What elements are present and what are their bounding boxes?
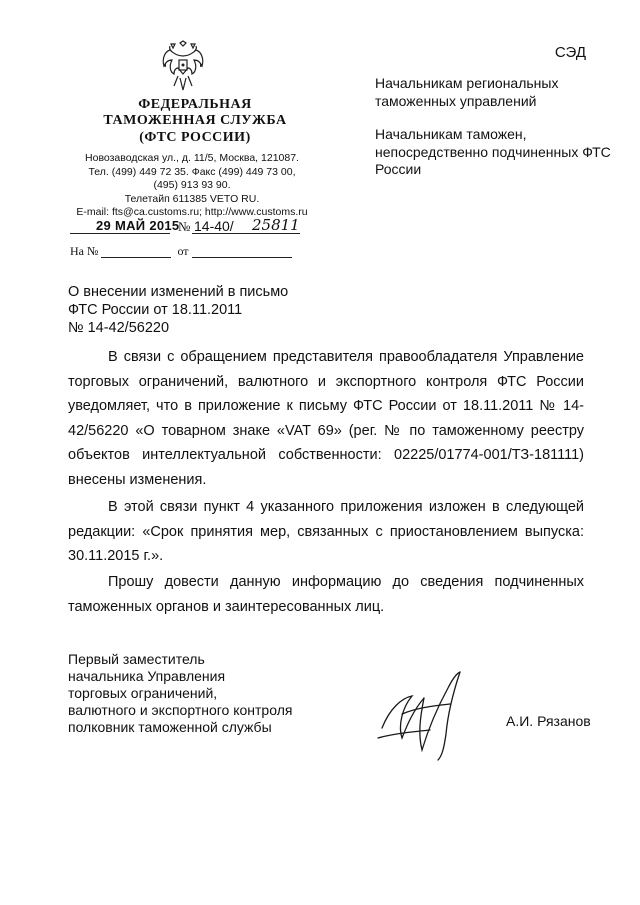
subject-line3: № 14-42/56220 xyxy=(68,320,170,336)
position-line: полковник таможенной службы xyxy=(68,719,272,735)
paragraph-text: Прошу довести данную информацию до сведения подчиненных таможенных органов и заинтересованных лиц. xyxy=(68,574,584,615)
position-line: начальника Управления xyxy=(68,668,226,684)
contact-teletype: Телетайп 611385 VETO RU. xyxy=(124,192,260,205)
org-name-line2: ТАМОЖЕННАЯ СЛУЖБА xyxy=(103,113,287,128)
org-name-line1: ФЕДЕРАЛЬНАЯ xyxy=(138,97,252,112)
addressee-customs: Начальникам таможен, непосредственно подчиненных ФТС России xyxy=(375,126,611,177)
subject-line1: О внесении изменений в письмо xyxy=(68,284,289,300)
subject-line2: ФТС России от 18.11.2011 xyxy=(68,302,243,318)
ref-ot-label: от xyxy=(177,244,189,258)
body-paragraph-2 xyxy=(68,495,584,569)
contact-phone: Тел. (499) 449 72 35. Факс (499) 449 73 00, xyxy=(88,165,296,178)
signer-name: А.И. Рязанов xyxy=(506,713,591,729)
contact-address: Новозаводская ул., д. 11/5, Москва, 121087. xyxy=(85,152,299,164)
date-underline xyxy=(70,233,170,234)
contact-email: E-mail: fts@ca.customs.ru; http://www.customs.ru xyxy=(76,206,308,218)
registration-number: 14-40/ xyxy=(194,218,234,234)
handwritten-signature xyxy=(372,668,482,763)
ref-na-label: На № xyxy=(70,244,99,258)
paragraph-text: В связи с обращением представителя правообладателя Управление торговых ограничений, валютного и экспортного контроля ФТС России уведомляет, что в приложение к письму ФТС России от 18.11.2011 № 14-42/56220 «О товарном знаке «VAT 69» (рег. № по таможенному реестру объектов интеллектуальной собственности: 02225/01774-001/ТЗ-181111) внесены изменения. xyxy=(68,349,584,488)
org-contacts xyxy=(62,152,322,220)
position-line: Первый заместитель xyxy=(68,651,205,667)
addressee-regional: Начальникам региональных таможенных управлений xyxy=(375,75,559,109)
body-paragraph-3 xyxy=(68,570,584,619)
body-paragraph-1 xyxy=(68,345,584,492)
number-label: № xyxy=(178,219,191,234)
registration-date: 29 МАЙ 2015 xyxy=(96,218,180,233)
signer-position xyxy=(68,651,328,736)
ref-date-blank xyxy=(192,247,292,258)
number-underline xyxy=(192,233,300,234)
letter-subject xyxy=(68,283,308,337)
position-line: валютного и экспортного контроля xyxy=(68,702,293,718)
handwritten-number: 25811 xyxy=(252,216,300,234)
registration-line xyxy=(70,218,300,236)
sed-mark: СЭД xyxy=(554,44,586,61)
double-headed-eagle-emblem-icon xyxy=(160,40,206,92)
reference-line xyxy=(70,244,300,259)
org-name-line3: (ФТС РОССИИ) xyxy=(139,130,251,145)
paragraph-text: В этой связи пункт 4 указанного приложения изложен в следующей редакции: «Срок принятия мер, связанных с приостановлением выпуска: 30.11.2015 г.». xyxy=(68,499,584,564)
position-line: торговых ограничений, xyxy=(68,685,218,701)
ref-number-blank xyxy=(101,247,171,258)
contact-phone2: (495) 913 93 90. xyxy=(153,179,231,191)
